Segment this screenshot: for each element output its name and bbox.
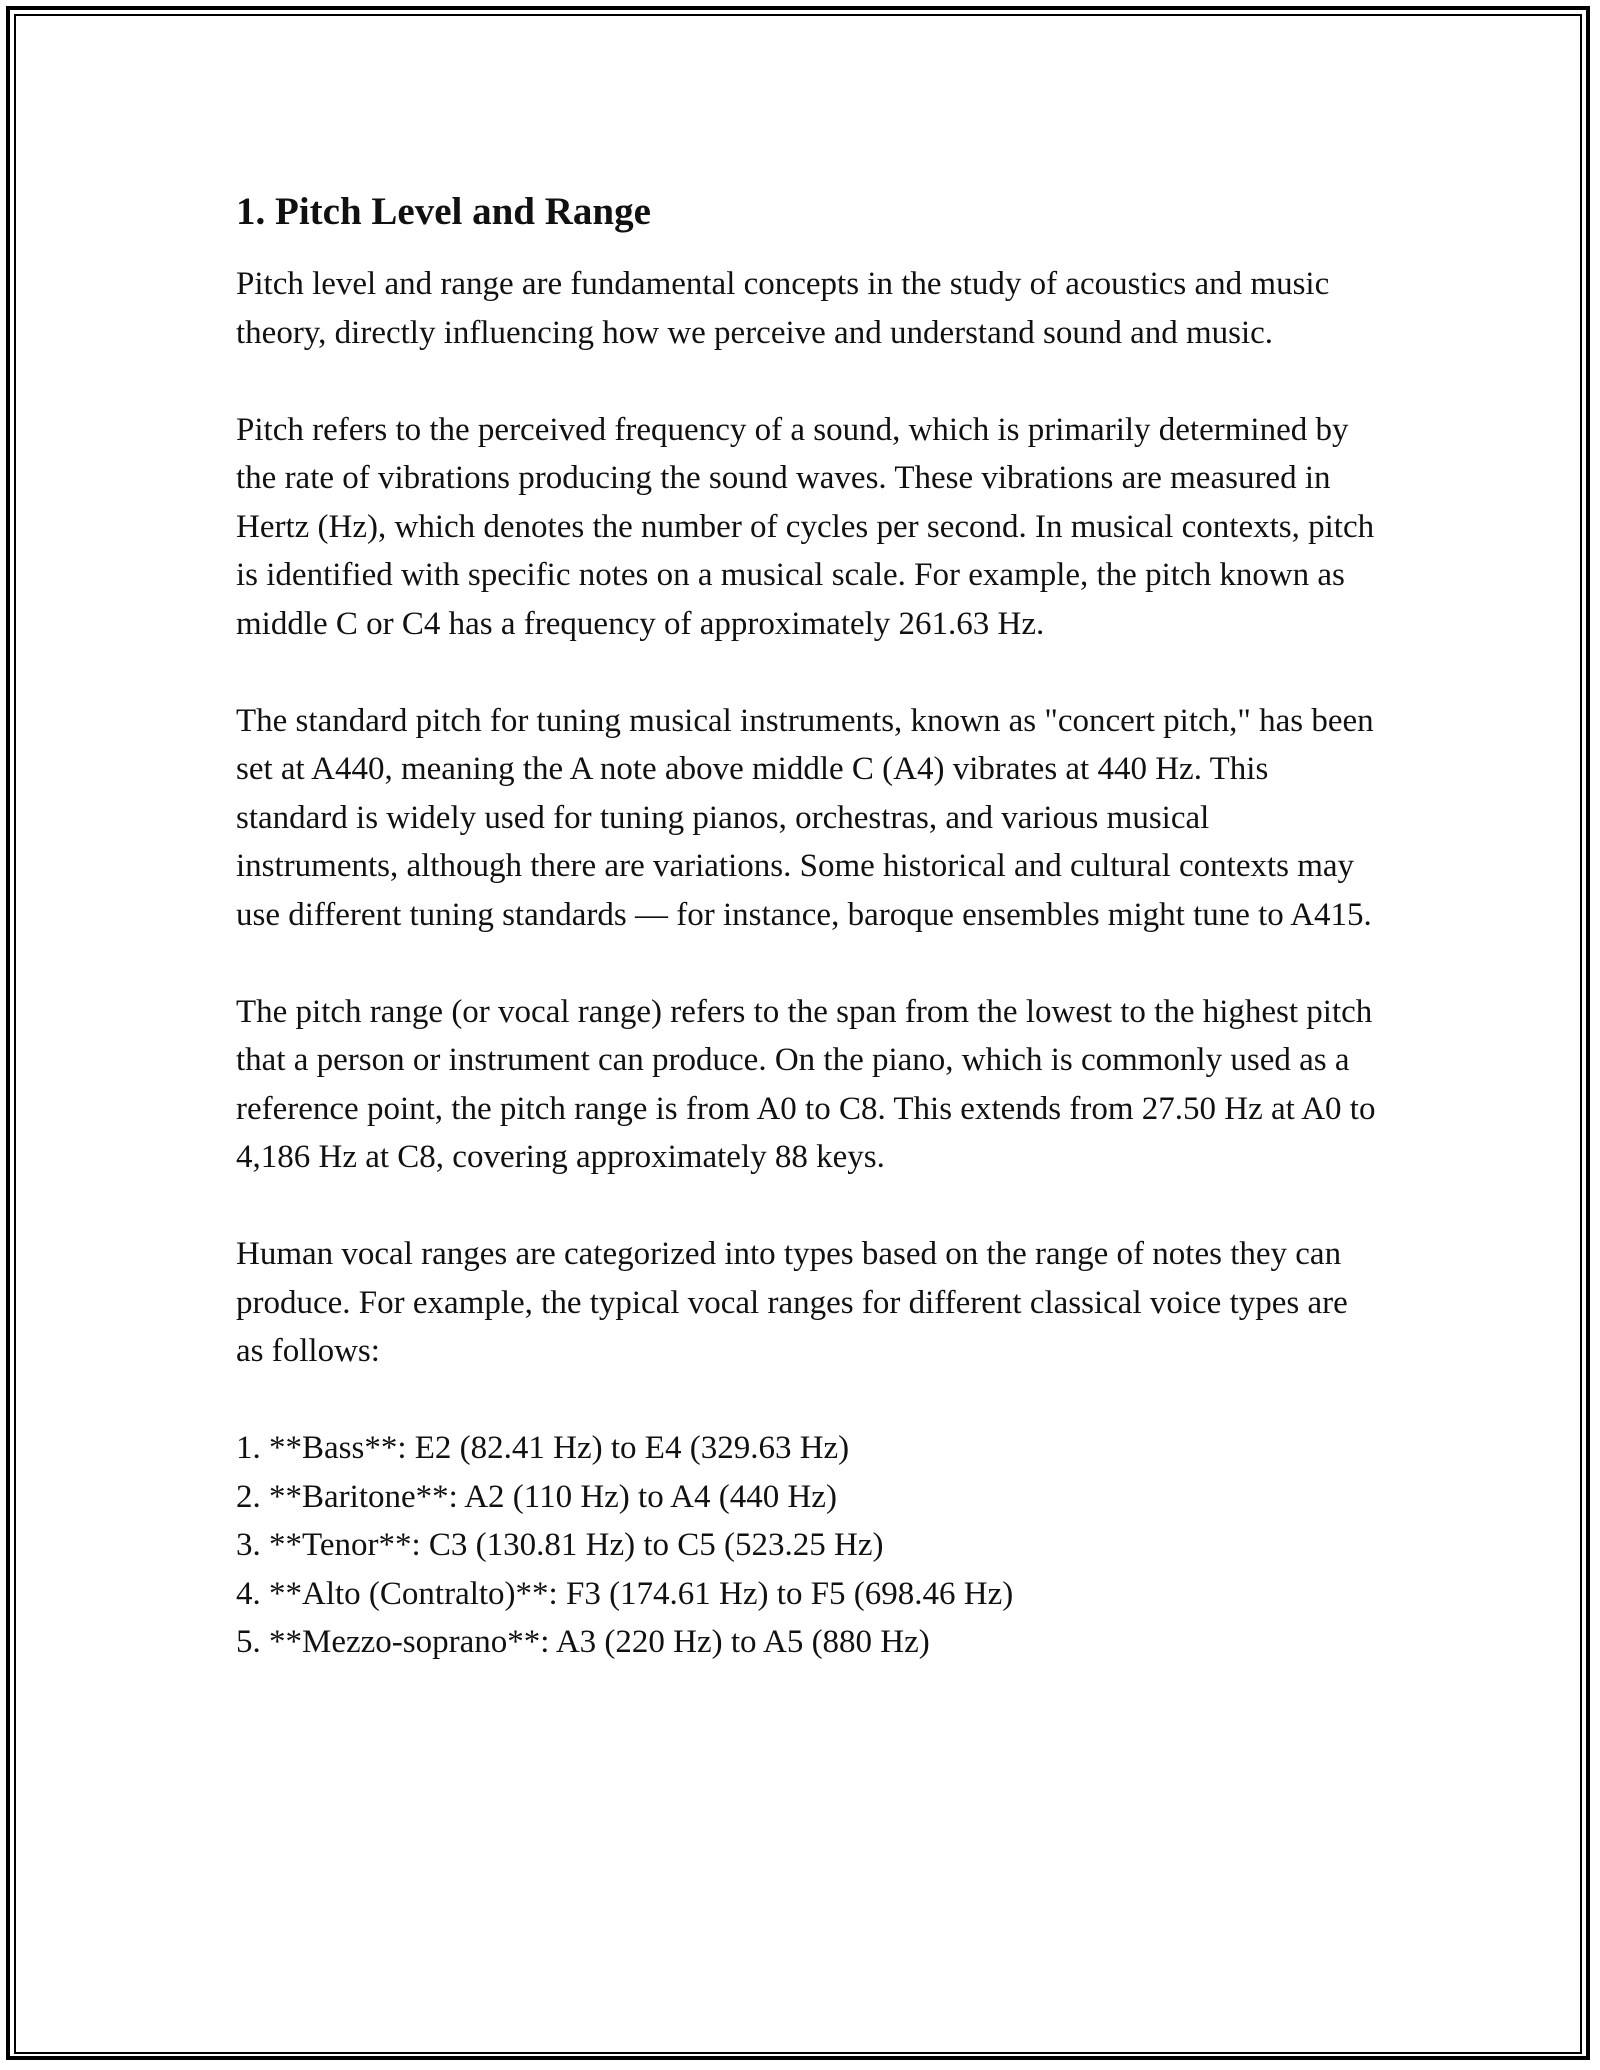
- document-body: [236, 186, 1376, 1667]
- section-heading: 1. Pitch Level and Range: [236, 190, 651, 233]
- list-item: 2. **Baritone**: A2 (110 Hz) to A4 (440 Hz): [236, 1478, 837, 1515]
- paragraph-concert-pitch: The standard pitch for tuning musical instruments, known as "concert pitch," has been set at A440, meaning the A note above middle C (A4) vibrates at 440 Hz. This standard is widely used for tuning pianos, orchestras, and various musical instruments, although there are variations. Some historical and cultural contexts may use different tuning standards — for instance, baroque ensembles might tune to A415.: [236, 702, 1374, 933]
- paragraph-pitch-range: The pitch range (or vocal range) refers to the span from the lowest to the highest pitch that a person or instrument can produce. On the piano, which is commonly used as a reference point, the pitch range is from A0 to C8. This extends from 27.50 Hz at A0 to 4,186 Hz at C8, covering approximately 88 keys.: [236, 993, 1376, 1175]
- paragraph-vocal-ranges: Human vocal ranges are categorized into types based on the range of notes they can produce. For example, the typical vocal ranges for different classical voice types are as follows:: [236, 1236, 1348, 1369]
- list-item: 1. **Bass**: E2 (82.41 Hz) to E4 (329.63 Hz): [236, 1430, 850, 1466]
- paragraph-pitch-definition: Pitch refers to the perceived frequency of a sound, which is primarily determined by the rate of vibrations producing the sound waves. These vibrations are measured in Hertz (Hz), which denotes the number of cycles per second. In musical contexts, pitch is identified with specific notes on a musical scale. For example, the pitch known as middle C or C4 has a frequency of approximately 261.63 Hz.: [236, 411, 1375, 642]
- paragraph-intro: Pitch level and range are fundamental concepts in the study of acoustics and music theory, directly influencing how we perceive and understand sound and music.: [236, 266, 1330, 351]
- list-item: 5. **Mezzo-soprano**: A3 (220 Hz) to A5 (880 Hz): [236, 1624, 930, 1660]
- voice-type-list: [236, 1424, 1376, 1667]
- list-item: 3. **Tenor**: C3 (130.81 Hz) to C5 (523.25 Hz): [236, 1527, 884, 1563]
- list-item: 4. **Alto (Contralto)**: F3 (174.61 Hz) to F5 (698.46 Hz): [236, 1575, 1014, 1612]
